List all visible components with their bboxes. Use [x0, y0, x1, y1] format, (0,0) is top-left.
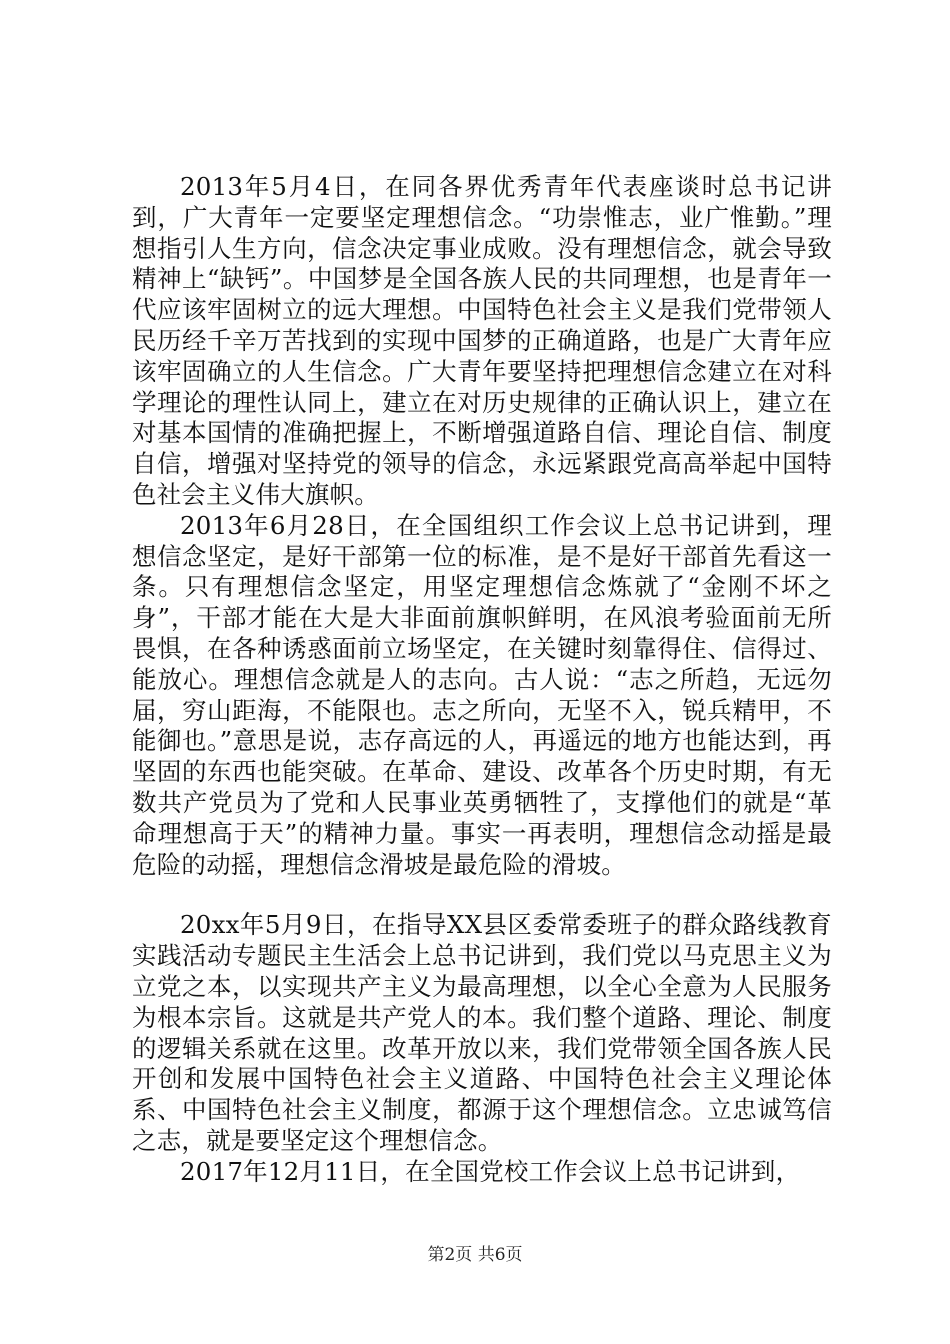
paragraph-20xx-may: 20xx年5月9日，在指导XX县区委常委班子的群众路线教育实践活动专题民主生活会上总书记讲到，我们党以马克思主义为立党之本，以实现共产主义为最高理想，以全心全意为人民服务为根本宗旨。这就是共产党人的本。我们整个道路、理论、制度的逻辑关系就在这里。改革开放以来，我们党带领全国各族人民开创和发展中国特色社会主义道路、中国特色社会主义理论体系、中国特色社会主义制度，都源于这个理想信念。立忠诚笃信之志，就是要坚定这个理想信念。: [132, 910, 832, 1155]
paragraph-2017-dec: 2017年12月11日，在全国党校工作会议上总书记讲到，: [180, 1156, 801, 1186]
page-number-footer: 第2页 共6页: [427, 1245, 523, 1265]
paragraph-2013-june: 2013年6月28日，在全国组织工作会议上总书记讲到，理想信念坚定，是好干部第一位的标准，是不是好干部首先看这一条。只有理想信念坚定，用坚定理想信念炼就了“金刚不坏之身”，干部才能在大是大非面前旗帜鲜明，在风浪考验面前无所畏惧，在各种诱惑面前立场坚定，在关键时刻靠得住、信得过、能放心。理想信念就是人的志向。古人说：“志之所趋，无远勿届，穷山距海，不能限也。志之所向，无坚不入，锐兵精甲，不能御也。”意思是说，志存高远的人，再遥远的地方也能达到，再坚固的东西也能突破。在革命、建设、改革各个历史时期，有无数共产党员为了党和人民事业英勇牺牲了，支撑他们的就是“革命理想高于天”的精神力量。事实一再表明，理想信念动摇是最危险的动摇，理想信念滑坡是最危险的滑坡。: [132, 510, 832, 879]
document-body: [132, 172, 832, 1188]
paragraph-2013-may: 2013年5月4日，在同各界优秀青年代表座谈时总书记讲到，广大青年一定要坚定理想信念。“功崇惟志，业广惟勤。”理想指引人生方向，信念决定事业成败。没有理想信念，就会导致精神上“缺钙”。中国梦是全国各族人民的共同理想，也是青年一代应该牢固树立的远大理想。中国特色社会主义是我们党带领人民历经千辛万苦找到的实现中国梦的正确道路，也是广大青年应该牢固确立的人生信念。广大青年要坚持把理想信念建立在对科学理论的理性认同上，建立在对历史规律的正确认识上，建立在对基本国情的准确把握上，不断增强道路自信、理论自信、制度自信，增强对坚持党的领导的信念，永远紧跟党高高举起中国特色社会主义伟大旗帜。: [132, 172, 832, 509]
